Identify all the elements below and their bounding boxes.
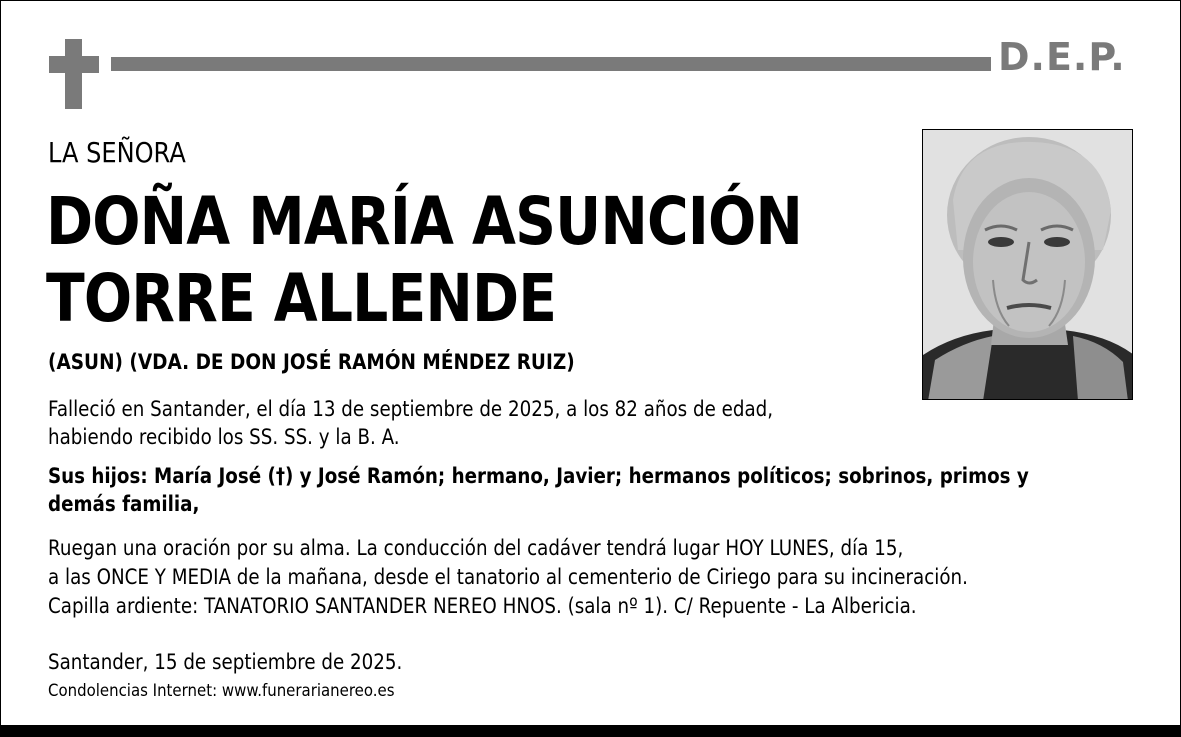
- condolences-line: Condolencias Internet: www.funerarianereo.es: [48, 681, 395, 701]
- cross-icon: [65, 39, 82, 109]
- ceremony-details: [48, 534, 1181, 621]
- death-details: [48, 395, 918, 451]
- deceased-portrait: [922, 129, 1133, 400]
- death-line: habiendo recibido los SS. SS. y la B. A.: [48, 425, 400, 449]
- ceremony-line: Ruegan una oración por su alma. La conducción del cadáver tendrá lugar HOY LUNES, día 15,: [48, 536, 904, 560]
- family-list: Sus hijos: María José (†) y José Ramón; hermano, Javier; hermanos políticos; sobrinos, primos y demás familia,: [48, 464, 1029, 516]
- deceased-name-line2: TORRE ALLENDE: [46, 260, 557, 337]
- deceased-name-line1: DOÑA MARÍA ASUNCIÓN: [46, 183, 803, 260]
- ceremony-line: Capilla ardiente: TANATORIO SANTANDER NEREO HNOS. (sala nº 1). C/ Repuente - La Albericia.: [48, 594, 917, 618]
- ceremony-line: a las ONCE Y MEDIA de la mañana, desde el tanatorio al cementerio de Ciriego para su incineración.: [48, 565, 968, 589]
- place-date: Santander, 15 de septiembre de 2025.: [48, 650, 403, 674]
- honorific: LA SEÑORA: [48, 136, 186, 169]
- dep-label: D.E.P.: [998, 35, 1126, 79]
- death-line: Falleció en Santander, el día 13 de septiembre de 2025, a los 82 años de edad,: [48, 397, 774, 421]
- header-rule: [111, 57, 991, 71]
- alias-line: (ASUN) (VDA. DE DON JOSÉ RAMÓN MÉNDEZ RUIZ): [48, 350, 575, 374]
- cross-icon-bar: [49, 56, 99, 73]
